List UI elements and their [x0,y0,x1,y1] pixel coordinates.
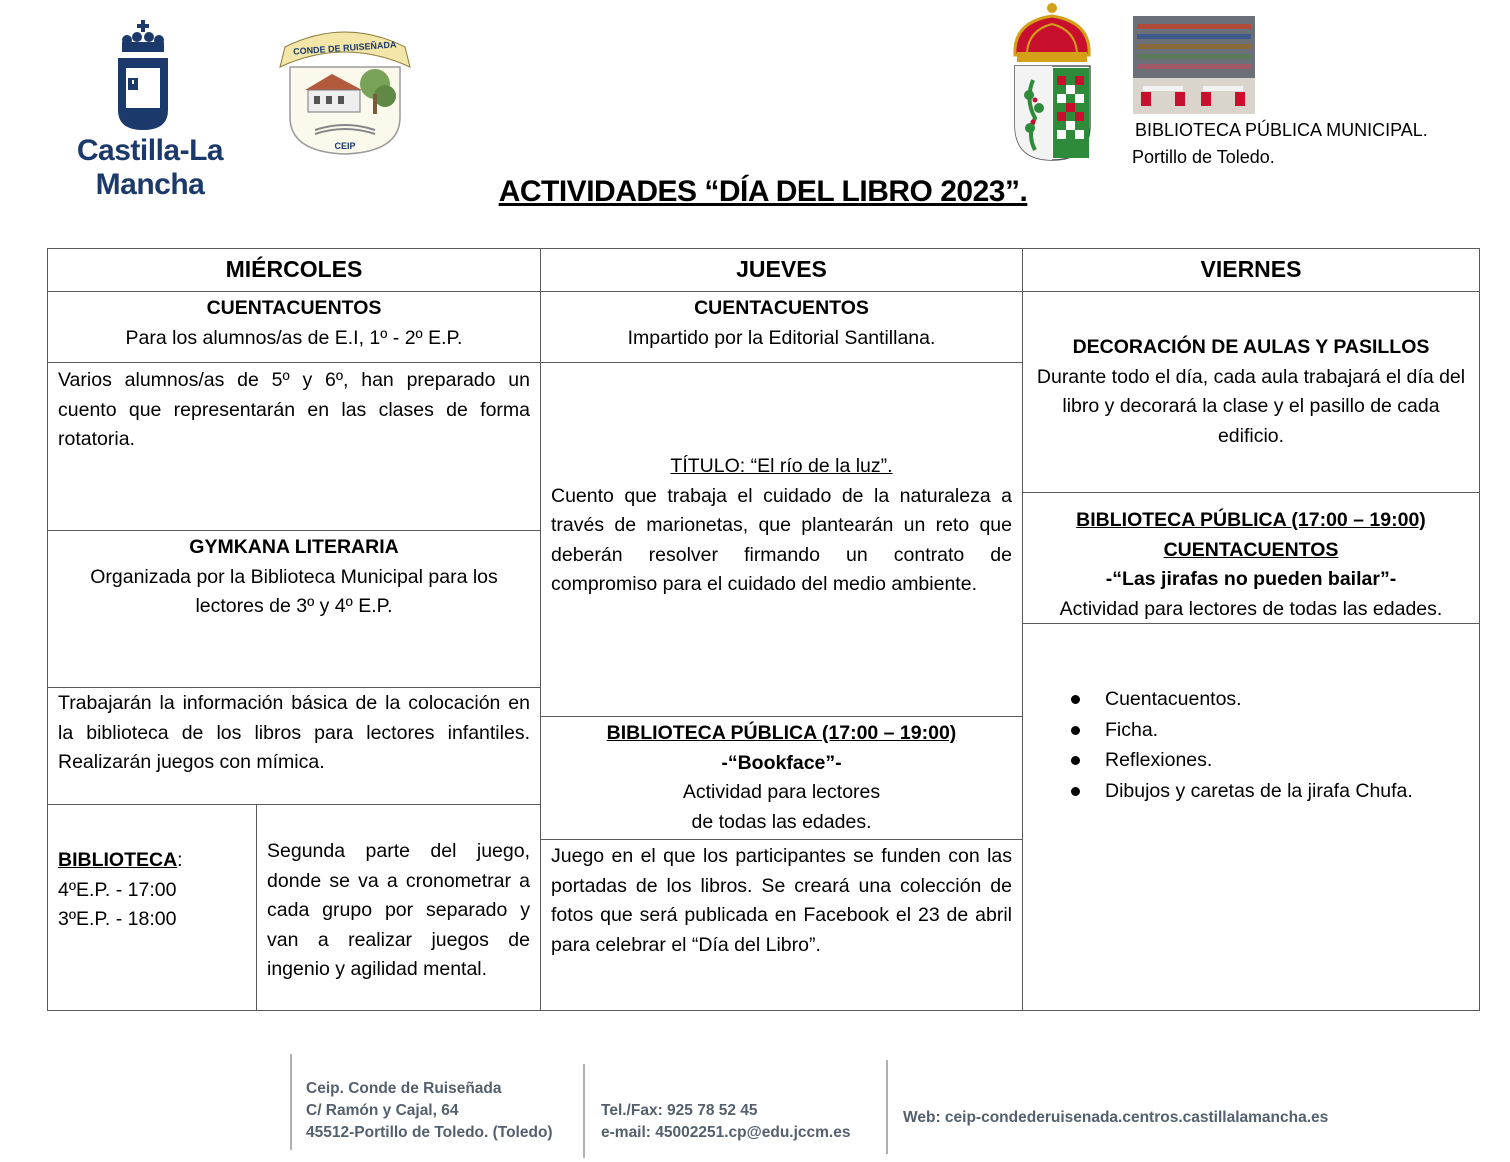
coat-of-arms [1005,0,1100,162]
wed-storytelling-desc: Varios alumnos/as de 5º y 6º, han preparado un cuento que representarán en las clases de forma rotatoria. [47,362,541,531]
footer-contact [601,1100,850,1144]
thu-library-title: BIBLIOTECA PÚBLICA (17:00 – 19:00) [606,722,957,744]
header-wednesday: MIÉRCOLES [47,248,541,292]
wed-second-part: Segunda parte del juego, donde se va a cronometrar a cada grupo por separado y van a realizar juegos de ingenio y agilidad mental. [256,804,541,1011]
ceip-logo-top-text: CONDE DE RUISEÑADA [292,39,397,57]
wed-storytelling-title: CUENTACUENTOS [206,297,382,319]
library-photo [1133,16,1255,114]
thu-bookface: -“Bookface”- [721,751,842,774]
thu-storytelling-cell [540,291,1023,363]
wed-library-colon: : [177,849,183,872]
list-item [1071,684,1479,715]
footer-email[interactable]: e-mail: 45002251.cp@edu.jccm.es [601,1124,851,1141]
fri-library-title: BIBLIOTECA PÚBLICA (17:00 – 19:00) [1076,509,1426,531]
bullet-text: Ficha. [1105,718,1159,741]
footer-web[interactable]: Web: ceip-condederuisenada.centros.castillalamancha.es [903,1109,1329,1126]
library-name: BIBLIOTECA PÚBLICA MUNICIPAL. [1135,120,1428,140]
thu-story-title: TÍTULO: “El río de la luz”. [670,455,893,477]
wed-storytelling-sub: Para los alumnos/as de E.I, 1º - 2º E.P. [125,326,463,349]
ceip-logo-bottom-text: CEIP [334,141,356,151]
fri-bullet-list [1023,684,1479,806]
header-thursday: JUEVES [540,248,1023,292]
list-item [1071,776,1479,807]
library-interior-icon [1133,16,1255,114]
wed-library-label: BIBLIOTECA [58,849,178,872]
wed-storytelling-cell [47,291,541,363]
header-friday: VIERNES [1022,248,1480,292]
footer-phone: Tel./Fax: 925 78 52 45 [601,1102,758,1119]
fri-activity: Actividad para lectores de todas las edades. [1059,597,1443,620]
logo-text: Castilla-La Mancha [76,134,224,201]
footer-divider [290,1054,292,1150]
footer-school: Ceip. Conde de Ruiseñada [306,1080,502,1097]
coat-of-arms-icon [1005,0,1100,162]
wed-schedule-2: 3ºE.P. - 18:00 [58,908,177,931]
fri-library-sub: CUENTACUENTOS [1163,538,1339,561]
footer-divider [886,1060,888,1154]
bullet-icon [1071,787,1080,796]
thu-activity-1: Actividad para lectores [682,781,881,803]
bullet-text: Dibujos y caretas de la jirafa Chufa. [1105,779,1413,802]
castilla-la-mancha-emblem-icon [30,18,270,133]
footer-city: 45512-Portillo de Toledo. (Toledo) [306,1124,553,1141]
footer-street: C/ Ramón y Cajal, 64 [306,1102,459,1119]
bullet-text: Cuentacuentos. [1105,688,1242,710]
thu-storytelling-title: CUENTACUENTOS [694,297,869,319]
ceip-logo [270,22,420,157]
thu-activity-2: de todas las edades. [691,810,872,833]
wed-library-schedule-cell [47,804,257,1011]
fri-decoration-cell [1022,291,1480,493]
fri-bullets-cell [1022,623,1480,1011]
wed-gymkana-sub: Organizada por la Biblioteca Municipal para los lectores de 3º y 4º E.P. [90,565,498,617]
bullet-icon [1071,695,1080,704]
wed-gymkana-cell [47,530,541,688]
library-town: Portillo de Toledo. [1132,147,1275,167]
list-item [1071,715,1479,746]
list-item [1071,745,1479,776]
thu-story-cell [540,362,1023,717]
thu-storytelling-sub: Impartido por la Editorial Santillana. [627,326,936,349]
bullet-text: Reflexiones. [1105,749,1213,771]
fri-decoration-title: DECORACIÓN DE AULAS Y PASILLOS [1072,336,1430,358]
fri-decoration-desc: Durante todo el día, cada aula trabajará el día del libro y decorará la clase y el pasillo de cada edificio. [1036,365,1466,447]
footer-address [306,1078,553,1144]
footer-divider [583,1064,585,1158]
page-title: ACTIVIDADES “DÍA DEL LIBRO 2023”. [498,175,1028,208]
wed-gymkana-title: GYMKANA LITERARIA [189,536,399,558]
bullet-icon [1071,756,1080,765]
thu-story-desc: Cuento que trabaja el cuidado de la naturaleza a través de marionetas, que plantearán un reto que deberán resolver firmando un contrato de compromiso para el cuidado del medio ambiente. [551,484,1012,595]
wed-gymkana-desc: Trabajarán la información básica de la colocación en la biblioteca de los libros para lectores infantiles. Realizarán juegos con mímica. [47,687,541,805]
bullet-icon [1071,726,1080,735]
thu-library-cell [540,716,1023,840]
thu-bookface-desc: Juego en el que los participantes se funden con las portadas de los libros. Se creará una colección de fotos que será publicada en Facebook el 23 de abril para celebrar el “Día del Libro”. [540,839,1023,1011]
fri-story-name: -“Las jirafas no pueden bailar”- [1105,568,1397,590]
fri-library-cell [1022,492,1480,624]
castilla-la-mancha-logo [30,18,270,201]
wed-schedule-1: 4ºE.P. - 17:00 [58,878,177,901]
